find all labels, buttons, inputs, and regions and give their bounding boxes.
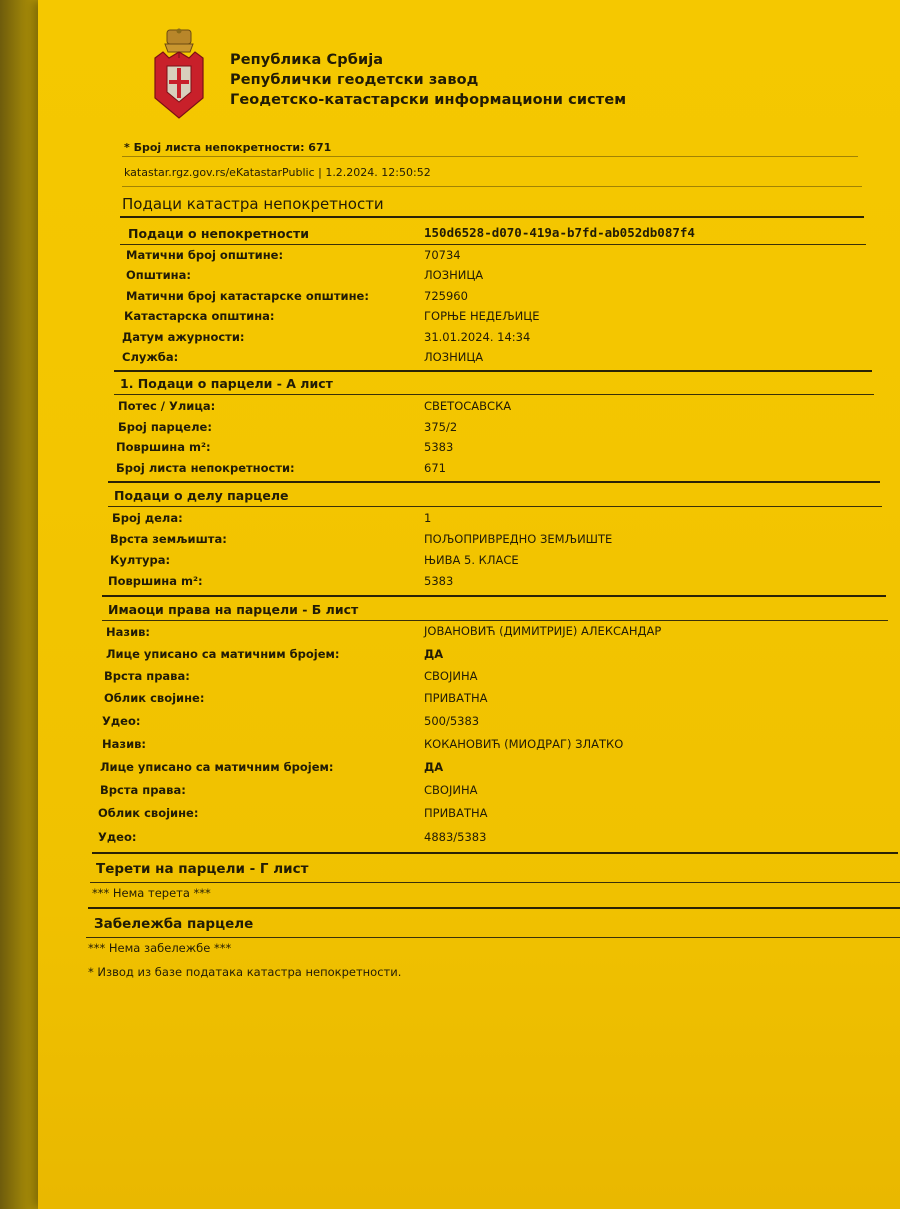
row-label: Назив: xyxy=(102,737,147,751)
row-label: Удео: xyxy=(102,714,141,728)
row-label: Култура: xyxy=(110,553,171,567)
footer-note: * Извод из базе података катастра непокретности. xyxy=(88,965,402,979)
row-value: 725960 xyxy=(424,289,468,303)
row-label: Матични број општине: xyxy=(126,248,284,262)
row-label: Удео: xyxy=(98,830,137,844)
row-value: 375/2 xyxy=(424,420,458,434)
sheet-number-line: * Број листа непокретности: 671 xyxy=(124,141,332,154)
header-system: Геодетско-катастарски информациони систем xyxy=(230,92,627,108)
row-label: Матични број катастарске општине: xyxy=(126,289,369,303)
row-label: Облик својине: xyxy=(98,806,199,820)
row-value: КОКАНОВИЋ (МИОДРАГ) ЗЛАТКО xyxy=(424,737,624,751)
no-remarks-note: *** Нема забележбе *** xyxy=(88,941,232,955)
row-value: ЛОЗНИЦА xyxy=(424,268,484,282)
row-label: Општина: xyxy=(126,268,191,282)
row-value: СВОЈИНА xyxy=(424,783,478,797)
row-label: Врста земљишта: xyxy=(110,532,227,546)
divider xyxy=(108,506,882,507)
row-value: ЈОВАНОВИЋ (ДИМИТРИЈЕ) АЛЕКСАНДАР xyxy=(424,624,662,638)
property-heading-label: Подаци о непокретности xyxy=(128,226,310,241)
divider xyxy=(102,595,886,597)
parcel-part-heading: Подаци о делу парцеле xyxy=(114,488,289,503)
divider xyxy=(86,937,900,938)
row-label: Врста права: xyxy=(100,783,186,797)
row-value: СВЕТОСАВСКА xyxy=(424,399,512,413)
divider xyxy=(92,852,898,854)
row-value: СВОЈИНА xyxy=(424,669,478,683)
row-label: Број парцеле: xyxy=(118,420,212,434)
row-value: ПРИВАТНА xyxy=(424,806,488,820)
owners-heading: Имаоци права на парцели - Б лист xyxy=(108,602,359,617)
row-label: Потес / Улица: xyxy=(118,399,216,413)
divider xyxy=(122,156,858,157)
row-value: ГОРЊЕ НЕДЕЉИЦЕ xyxy=(424,309,540,323)
row-value: 671 xyxy=(424,461,446,475)
cadastre-extract-sheet xyxy=(38,0,900,1209)
property-id: 150d6528-d070-419a-b7fd-ab052db087f4 xyxy=(424,225,695,240)
row-label: Број дела: xyxy=(112,511,183,525)
row-value: 5383 xyxy=(424,574,454,588)
row-label: Површина m²: xyxy=(116,440,211,454)
encumbrances-heading: Терети на парцели - Г лист xyxy=(96,861,309,877)
row-value: 1 xyxy=(424,511,432,525)
row-label: Лице уписано са матичним бројем: xyxy=(100,760,334,774)
coat-of-arms-icon xyxy=(153,28,205,120)
parcel-heading: 1. Подаци о парцели - А лист xyxy=(120,376,333,391)
divider xyxy=(122,186,862,187)
row-label: Назив: xyxy=(106,625,151,639)
row-value: 70734 xyxy=(424,248,461,262)
divider xyxy=(88,907,900,909)
row-label: Врста права: xyxy=(104,669,190,683)
row-label: Катастарска општина: xyxy=(124,309,275,323)
no-encumbrances-note: *** Нема терета *** xyxy=(92,886,211,900)
document-title: Подаци катастра непокретности xyxy=(122,195,384,213)
divider xyxy=(120,216,864,218)
divider xyxy=(108,481,880,483)
divider xyxy=(102,620,888,621)
row-value: ДА xyxy=(424,760,444,774)
source-line: katastar.rgz.gov.rs/eKatastarPublic | 1.2.2024. 12:50:52 xyxy=(124,166,431,179)
row-value: ПОЉОПРИВРЕДНО ЗЕМЉИШТЕ xyxy=(424,532,613,546)
divider xyxy=(114,394,874,395)
header-agency: Републички геодетски завод xyxy=(230,72,479,88)
divider xyxy=(114,370,872,372)
remarks-heading: Забележба парцеле xyxy=(94,916,254,932)
row-label: Број листа непокретности: xyxy=(116,461,295,475)
row-value: 31.01.2024. 14:34 xyxy=(424,330,531,344)
row-value: ПРИВАТНА xyxy=(424,691,488,705)
divider xyxy=(90,882,900,883)
row-value: 5383 xyxy=(424,440,454,454)
row-label: Датум ажурности: xyxy=(122,330,245,344)
row-value: ДА xyxy=(424,647,444,661)
row-label: Служба: xyxy=(122,350,179,364)
row-label: Лице уписано са матичним бројем: xyxy=(106,647,340,661)
row-label: Површина m²: xyxy=(108,574,203,588)
row-value: 4883/5383 xyxy=(424,830,487,844)
divider xyxy=(120,244,866,245)
header-country: Република Србија xyxy=(230,52,384,68)
row-label: Облик својине: xyxy=(104,691,205,705)
row-value: ЛОЗНИЦА xyxy=(424,350,484,364)
row-value: 500/5383 xyxy=(424,714,480,728)
row-value: ЊИВА 5. КЛАСЕ xyxy=(424,553,519,567)
